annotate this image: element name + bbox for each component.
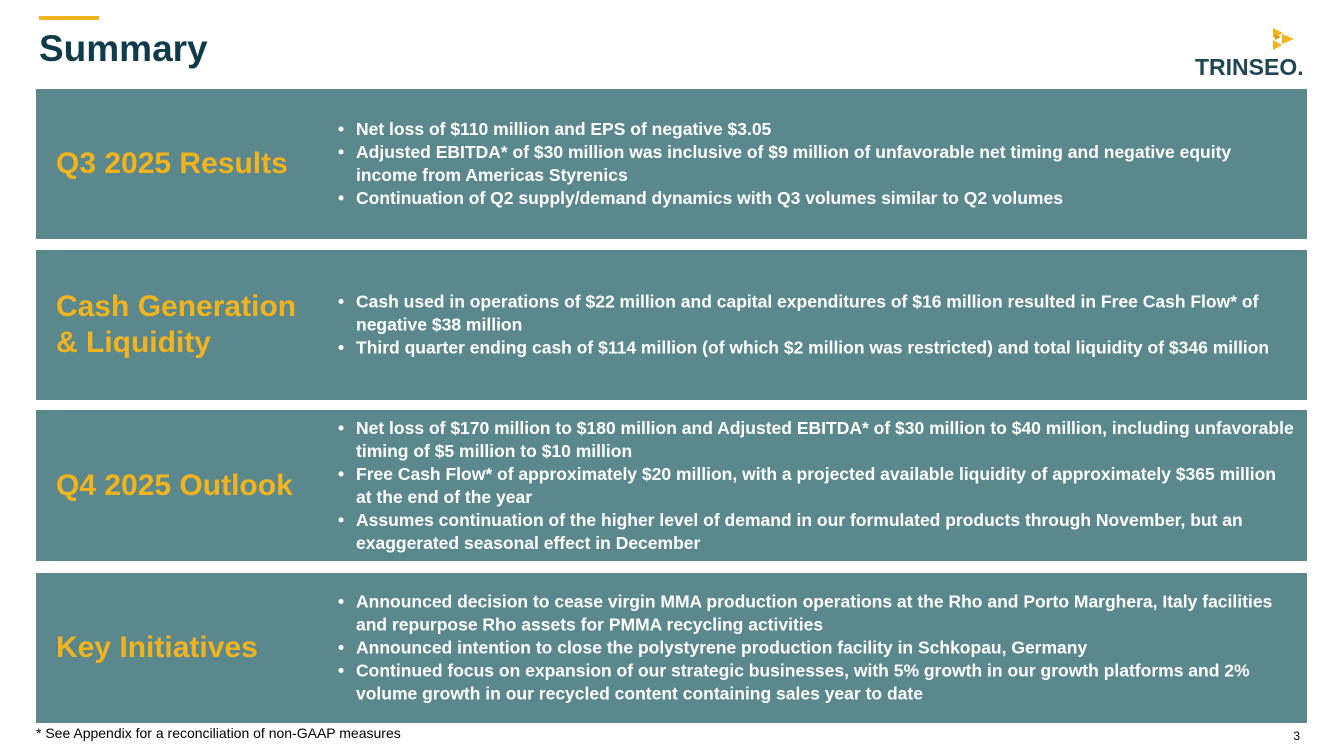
section-title: Q4 2025 Outlook	[56, 468, 293, 502]
bullet-item: • Adjusted EBITDA* of $30 million was inclusive of $9 million of unfavorable net timing and negative equity income from Americas Styrenics	[338, 141, 1295, 187]
bullet-item: • Free Cash Flow* of approximately $20 million, with a projected available liquidity of approximately $365 million at the end of the year	[338, 463, 1295, 509]
bullet-list	[338, 291, 1295, 360]
section-q4-outlook	[36, 410, 1307, 561]
bullet-list	[338, 417, 1295, 555]
bullet-item: • Continuation of Q2 supply/demand dynamics with Q3 volumes similar to Q2 volumes	[338, 187, 1295, 210]
bullet-item: • Net loss of $170 million to $180 million and Adjusted EBITDA* of $30 million to $40 million, including unfavorable timing of $5 million to $10 million	[338, 417, 1295, 463]
section-cash-generation	[36, 250, 1307, 400]
section-title: Cash Generation & Liquidity	[56, 290, 297, 359]
bullet-item: • Announced intention to close the polystyrene production facility in Schkopau, Germany	[338, 637, 1295, 660]
bullet-list	[338, 591, 1295, 706]
section-title: Key Initiatives	[56, 631, 258, 664]
section-title: Q3 2025 Results	[56, 147, 288, 180]
bullet-item: • Third quarter ending cash of $114 million (of which $2 million was restricted) and total liquidity of $346 million	[338, 337, 1295, 360]
logo-mark-icon	[1270, 26, 1296, 52]
bullet-item: • Cash used in operations of $22 million and capital expenditures of $16 million resulted in Free Cash Flow* of negative $38 million	[338, 291, 1295, 337]
footnote: * See Appendix for a reconciliation of non-GAAP measures	[36, 725, 401, 741]
trinseo-logo	[1192, 26, 1302, 80]
bullet-list	[338, 118, 1295, 210]
bullet-item: • Continued focus on expansion of our strategic businesses, with 5% growth in our growth platforms and 2% volume growth in our recycled content containing sales year to date	[338, 660, 1295, 706]
section-q3-results	[36, 89, 1307, 239]
page-number: 3	[1293, 729, 1300, 743]
bullet-item: • Net loss of $110 million and EPS of negative $3.05	[338, 118, 1295, 141]
bullet-item: • Assumes continuation of the higher level of demand in our formulated products through November, but an exaggerated seasonal effect in December	[338, 509, 1295, 555]
bullet-item: • Announced decision to cease virgin MMA production operations at the Rho and Porto Marghera, Italy facilities and repurpose Rho assets for PMMA recycling activities	[338, 591, 1295, 637]
logo-text: TRINSEO.	[1195, 54, 1304, 80]
section-key-initiatives	[36, 573, 1307, 723]
title-accent-line	[39, 16, 99, 20]
page-title: Summary	[39, 28, 208, 69]
